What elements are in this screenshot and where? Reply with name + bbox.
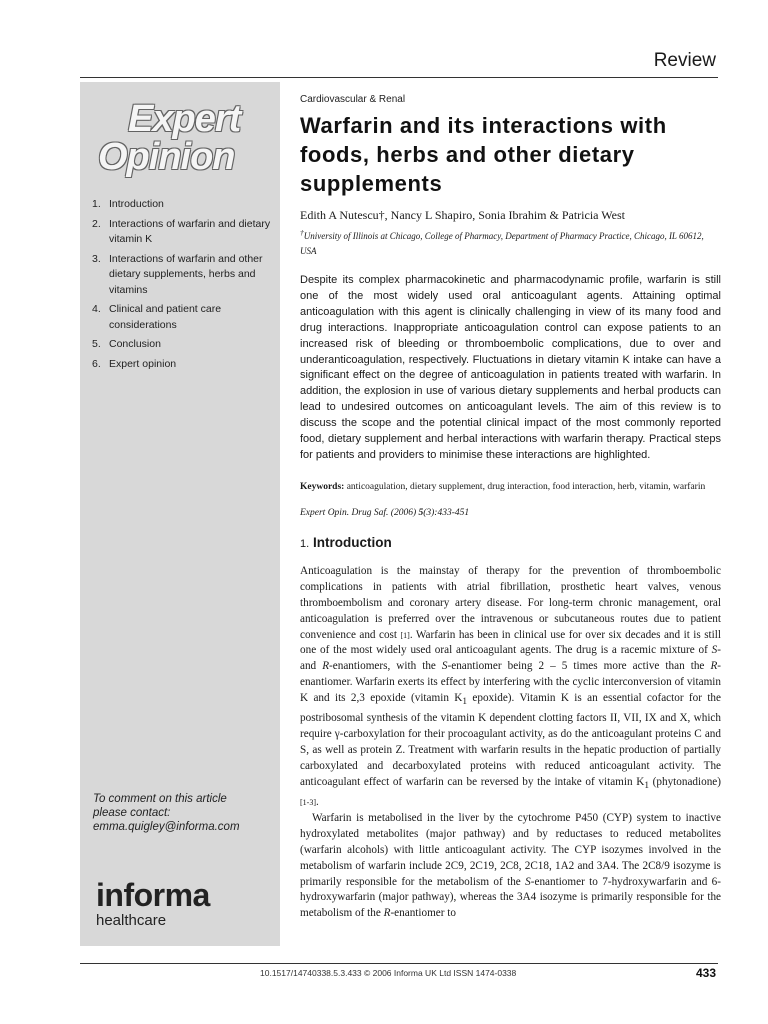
toc-number: 3. bbox=[92, 252, 101, 265]
citation-year: (2006) bbox=[390, 507, 417, 518]
text-run: S bbox=[441, 660, 448, 673]
text-run: (phytonadione) bbox=[649, 775, 722, 788]
reference-link[interactable]: [1-3] bbox=[300, 798, 316, 808]
keywords bbox=[300, 480, 721, 494]
logo-line-2: Opinion bbox=[98, 136, 235, 178]
text-run: Warfarin is metabolised in the liver by the cytochrome P450 (CYP) system to inactive hydroxylated metabolites (major pathway) and by reductases to reduced metabolites (warfarin alcohols) with little anticoagulant activity. The CYP isozymes involved in the metabolism of warfarin include 2C9, 2C19, 2C8, 2C18, 1A2 and 3A4. The 2C8/9 isozyme is primarily responsible for the metabolism of the bbox=[300, 811, 721, 888]
toc-label: Conclusion bbox=[109, 338, 161, 350]
toc-item[interactable] bbox=[92, 197, 272, 213]
toc-label: Expert opinion bbox=[109, 357, 177, 370]
header-divider bbox=[80, 77, 718, 78]
sidebar bbox=[80, 82, 280, 946]
text-run: epoxide). Vitamin K is an essential cofactor for the postribosomal synthesis of the vitamin K dependent clotting factors II, VII, IX and X, which require γ-carboxylation for their procoagulant activity, as do the anticoagulant proteins C and S, as well as protein Z. Treatment with warfarin results in the hepatic production of partially carboxylated and decarboxylated proteins with reduced anticoagulant activity. The anticoagulant effect of warfarin can be reversed by the intake of vitamin K bbox=[300, 692, 721, 788]
text-run: . Warfarin has been in clinical use for over six decades and it is still one of the most widely used oral anticoagulant agents. The drug is a racemic mixture of bbox=[300, 628, 721, 657]
toc-item[interactable] bbox=[92, 217, 272, 248]
article-category: Cardiovascular & Renal bbox=[300, 94, 406, 105]
publisher-division: healthcare bbox=[96, 912, 167, 929]
text-run: S bbox=[525, 875, 531, 888]
subscript: 1 bbox=[644, 781, 649, 792]
toc-number: 1. bbox=[92, 198, 101, 210]
page-number: 433 bbox=[695, 966, 716, 980]
affiliation-mark: † bbox=[300, 228, 304, 237]
text-run: R bbox=[322, 660, 330, 673]
comment-line-1: To comment on this article bbox=[93, 793, 227, 805]
author-affiliation bbox=[300, 225, 721, 259]
text-run: -enantiomer. Warfarin exerts its effect by interfering with the cyclic interconversion of vitamin K and its 2,3 epoxide (vitamin K bbox=[300, 660, 722, 705]
citation-issue-pages: (3):433-451 bbox=[423, 507, 470, 518]
intro-paragraph-1 bbox=[300, 564, 721, 811]
toc-item[interactable] bbox=[92, 302, 272, 333]
toc-number: 2. bbox=[92, 217, 101, 230]
article-title: Warfarin and its interactions with foods, herbs and other dietary supplements bbox=[300, 113, 667, 196]
text-run: -enantiomer being 2 – 5 times more active than the bbox=[447, 660, 711, 673]
section-type-label: Review bbox=[653, 50, 716, 71]
footer-doi: 10.1517/14740338.5.3.433 © 2006 Informa UK Ltd ISSN 1474-0338 bbox=[260, 968, 517, 978]
toc-number: 4. bbox=[92, 303, 101, 315]
intro-title: Introduction bbox=[312, 534, 392, 550]
article-main bbox=[300, 94, 721, 922]
toc-item[interactable] bbox=[92, 357, 272, 373]
text-run: -enantiomer to bbox=[390, 907, 456, 920]
publisher-logo bbox=[96, 878, 210, 930]
toc-item[interactable] bbox=[92, 337, 272, 353]
toc-label: Clinical and patient care considerations bbox=[109, 303, 222, 331]
text-run: R bbox=[383, 907, 391, 920]
reference-link[interactable]: [1] bbox=[400, 630, 410, 640]
toc-item[interactable] bbox=[92, 252, 272, 299]
text-run: S bbox=[711, 644, 718, 657]
comment-contact bbox=[93, 792, 278, 834]
text-run: . bbox=[316, 796, 319, 809]
text-run: Anticoagulation is the mainstay of therapy for the prevention of thromboembolic complications in patients with atrial fibrillation, prosthetic heart valves, venous thromboembolism and coronary artery disease. For long-term chronic management, oral anticoagulation is preferred over the intravenous or subcutaneous routes due to patient convenience and cost bbox=[300, 564, 721, 641]
publisher-name: informa bbox=[96, 877, 210, 913]
logo-line-1: Expert bbox=[128, 98, 241, 140]
toc-number: 5. bbox=[92, 338, 101, 350]
footer-divider bbox=[80, 963, 718, 964]
comment-line-2: please contact: bbox=[93, 807, 171, 819]
intro-paragraph-2 bbox=[300, 811, 721, 922]
toc-label: Interactions of warfarin and dietary vitamin K bbox=[109, 217, 271, 245]
keywords-list: anticoagulation, dietary supplement, drug interaction, food interaction, herb, vitamin, warfarin bbox=[346, 481, 706, 492]
abstract: Despite its complex pharmacokinetic and pharmacodynamic profile, warfarin is still one of the most widely used oral anticoagulant agents. Attaining optimal anticoagulation with this agent is clinically challenging in view of its many food and drug interactions. Inappropriate anticoagulation control can expose patients to an increased risk of bleeding or thromboembolic complications, due to over and underanticoagulation, respectively. Fluctuations in dietary vitamin K intake can have a significant effect on the degree of anticoagulation in patients treated with warfarin. In addition, the explosion in use of various dietary supplements and herbal products can lead to undesired outcomes on anticoagulant levels. The aim of this review is to discuss the scope and the potential clinical impact of the most commonly reported food, dietary supplement and herbal interactions with warfarin therapy. Practical steps for patients and providers to minimise these interactions are highlighted. bbox=[300, 274, 721, 461]
intro-number: 1. bbox=[300, 537, 310, 550]
article-authors: Edith A Nutescu†, Nancy L Shapiro, Sonia Ibrahim & Patricia West bbox=[300, 208, 625, 222]
subscript: 1 bbox=[462, 697, 468, 708]
toc-label: Interactions of warfarin and other dietary supplements, herbs and vitamins bbox=[109, 252, 263, 296]
citation bbox=[300, 508, 721, 518]
table-of-contents bbox=[92, 197, 272, 376]
text-run: -enantiomers, with the bbox=[329, 660, 442, 673]
toc-label: Introduction bbox=[109, 198, 164, 210]
toc-number: 6. bbox=[92, 357, 101, 370]
affiliation-text: University of Illinois at Chicago, College of Pharmacy, Department of Pharmacy Practice, Chicago, IL 60612, USA bbox=[300, 231, 704, 256]
intro-heading bbox=[300, 535, 721, 550]
citation-journal: Expert Opin. Drug Saf. bbox=[300, 507, 389, 518]
text-run: R bbox=[710, 660, 718, 673]
contact-email-link[interactable]: emma.quigley@informa.com bbox=[93, 821, 240, 833]
journal-logo bbox=[98, 100, 240, 176]
text-run: - and bbox=[300, 644, 721, 673]
citation-volume: 5 bbox=[418, 507, 424, 518]
keywords-label: Keywords: bbox=[300, 481, 345, 492]
text-run: -enantiomer to 7-hydroxywarfarin and 6-hydroxywarfarin (major pathway), whereas the 3A4 isozyme is primarily responsible for the metabolism of the bbox=[300, 875, 721, 920]
